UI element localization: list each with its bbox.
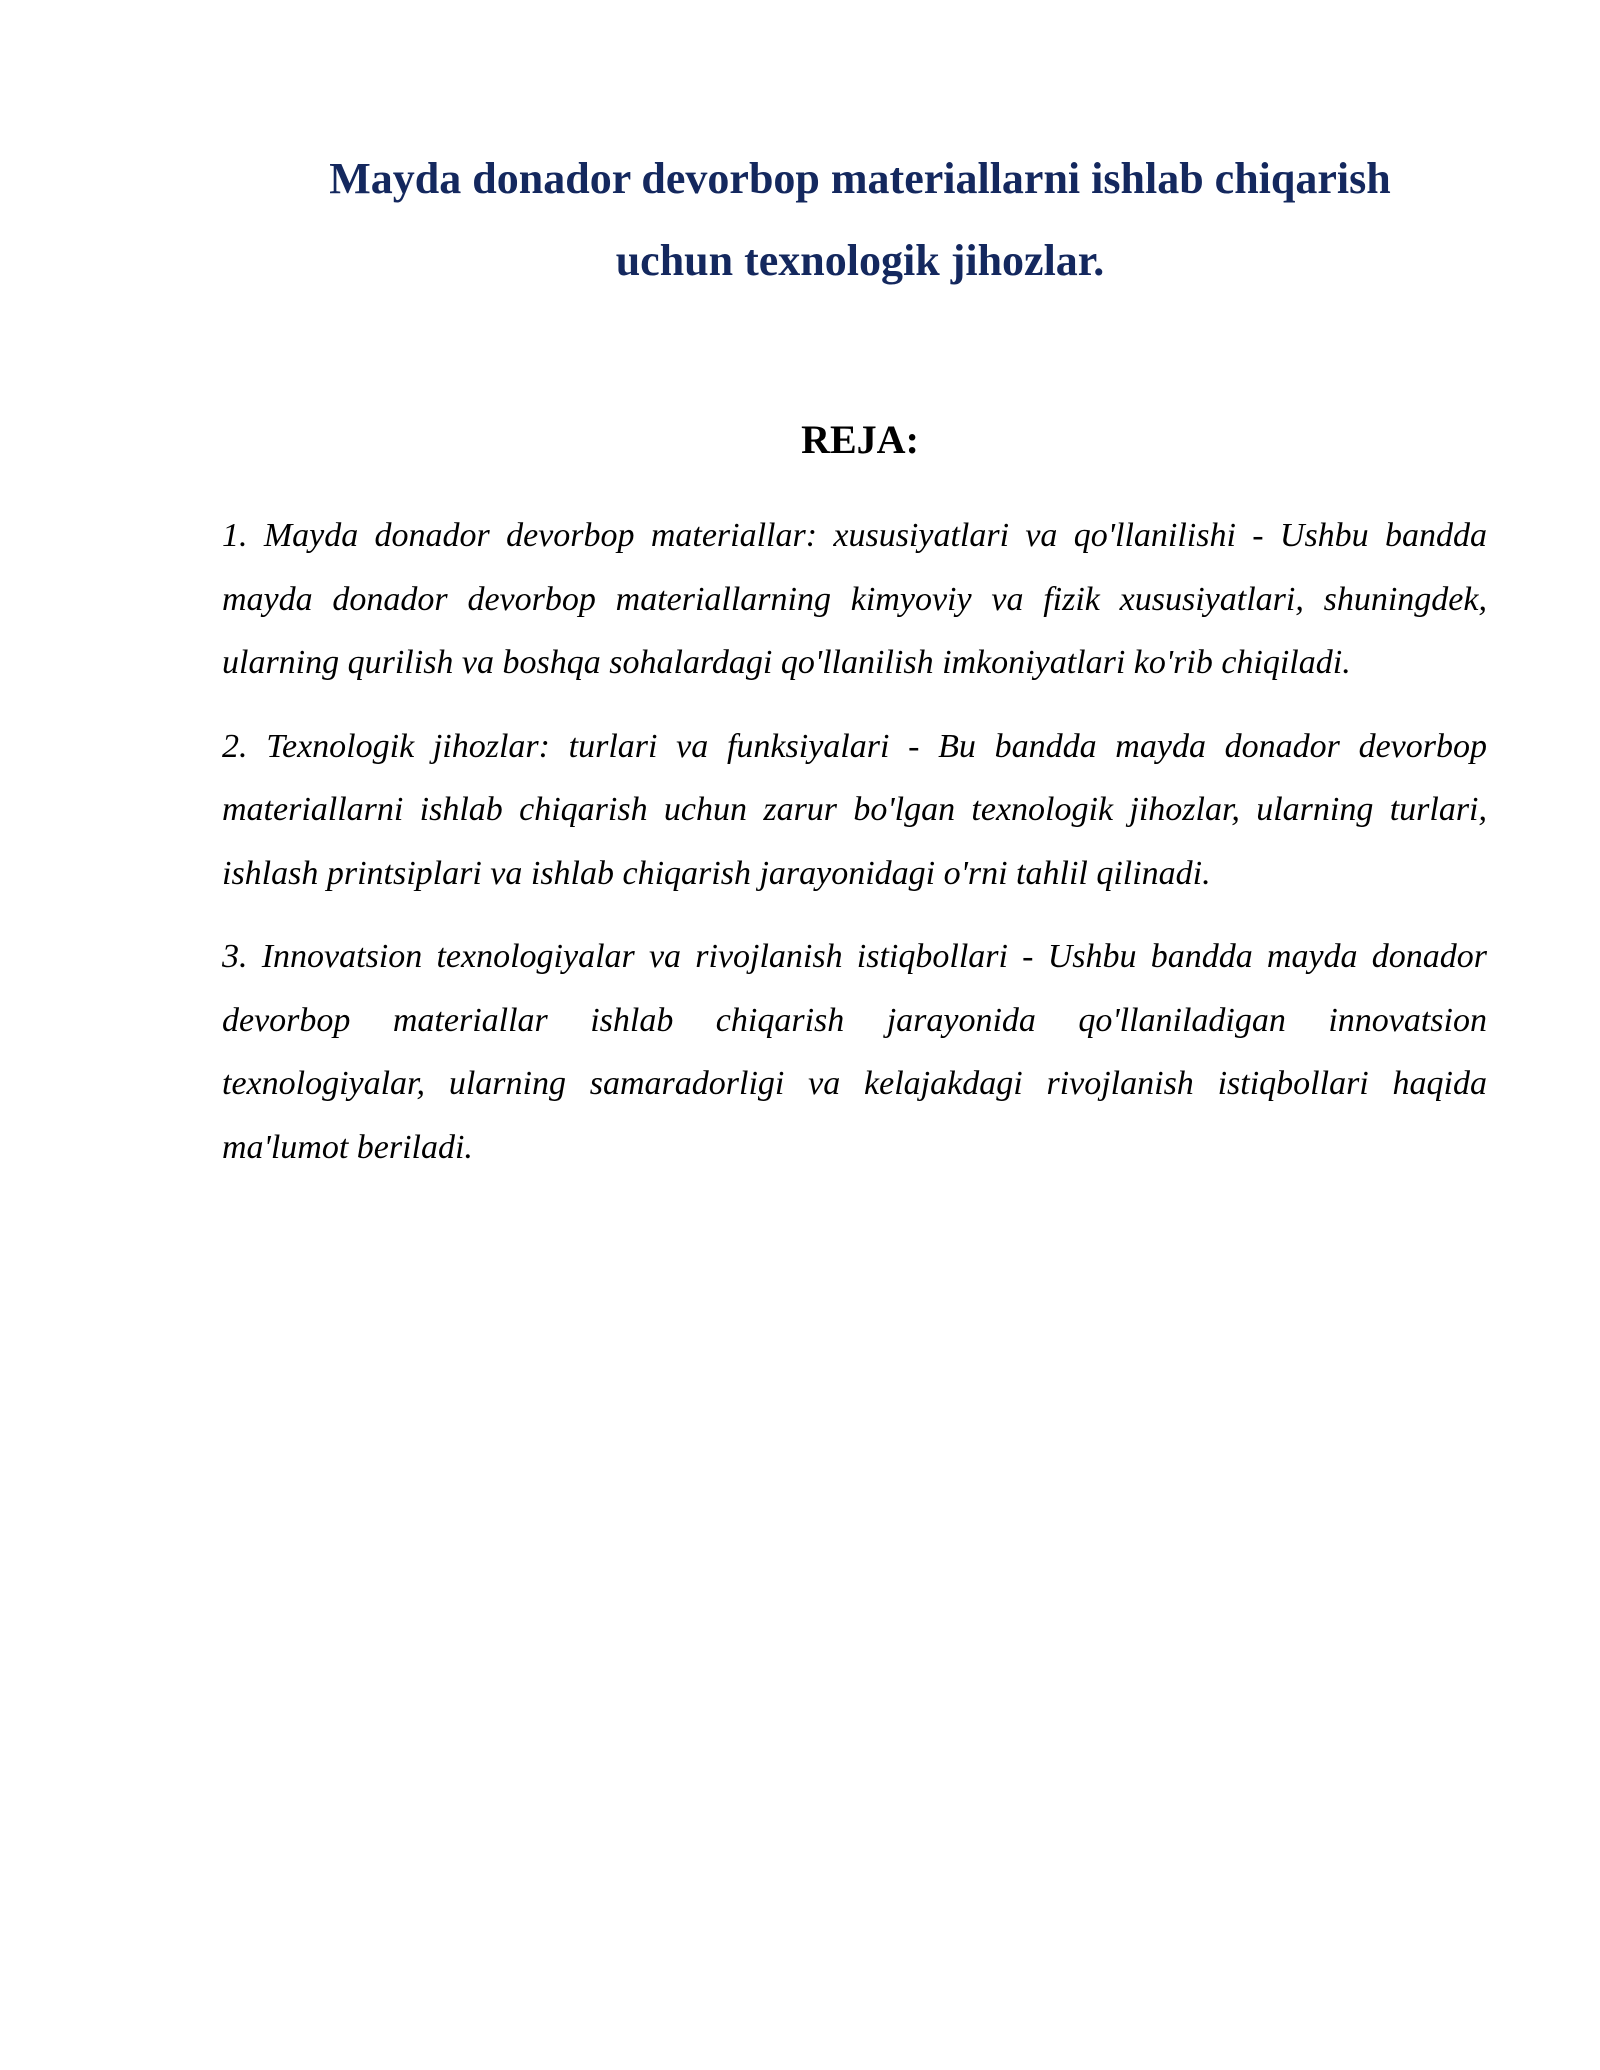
plan-item: 3. Innovatsion texnologiyalar va rivojlanish istiqbollari - Ushbu bandda mayda donador devorbop materiallar ishlab chiqarish jarayonida qo'llaniladigan innovatsion texnologiyalar, ularning samaradorligi va kelajakdagi rivojlanish istiqbollari haqida ma'lumot beriladi. bbox=[222, 938, 1487, 1166]
document-title-line-2: uchun texnologik jihozlar. bbox=[615, 236, 1105, 285]
document-title bbox=[220, 138, 1500, 302]
document-title-line-1: Mayda donador devorbop materiallarni ishlab chiqarish bbox=[329, 154, 1391, 203]
plan-heading: REJA: bbox=[801, 417, 919, 462]
plan-item: 2. Texnologik jihozlar: turlari va funksiyalari - Bu bandda mayda donador devorbop materiallarni ishlab chiqarish uchun zarur bo'lgan texnologik jihozlar, ularning turlari, ishlash printsiplari va ishlab chiqarish jarayonidagi o'rni tahlil qilinadi. bbox=[222, 727, 1487, 892]
plan-list bbox=[222, 504, 1487, 1199]
plan-item: 1. Mayda donador devorbop materiallar: xususiyatlari va qo'llanilishi - Ushbu bandda mayda donador devorbop materiallarning kimyoviy va fizik xususiyatlari, shuningdek, ularning qurilish va boshqa sohalardagi qo'llanilish imkoniyatlari ko'rib chiqiladi. bbox=[222, 517, 1487, 681]
